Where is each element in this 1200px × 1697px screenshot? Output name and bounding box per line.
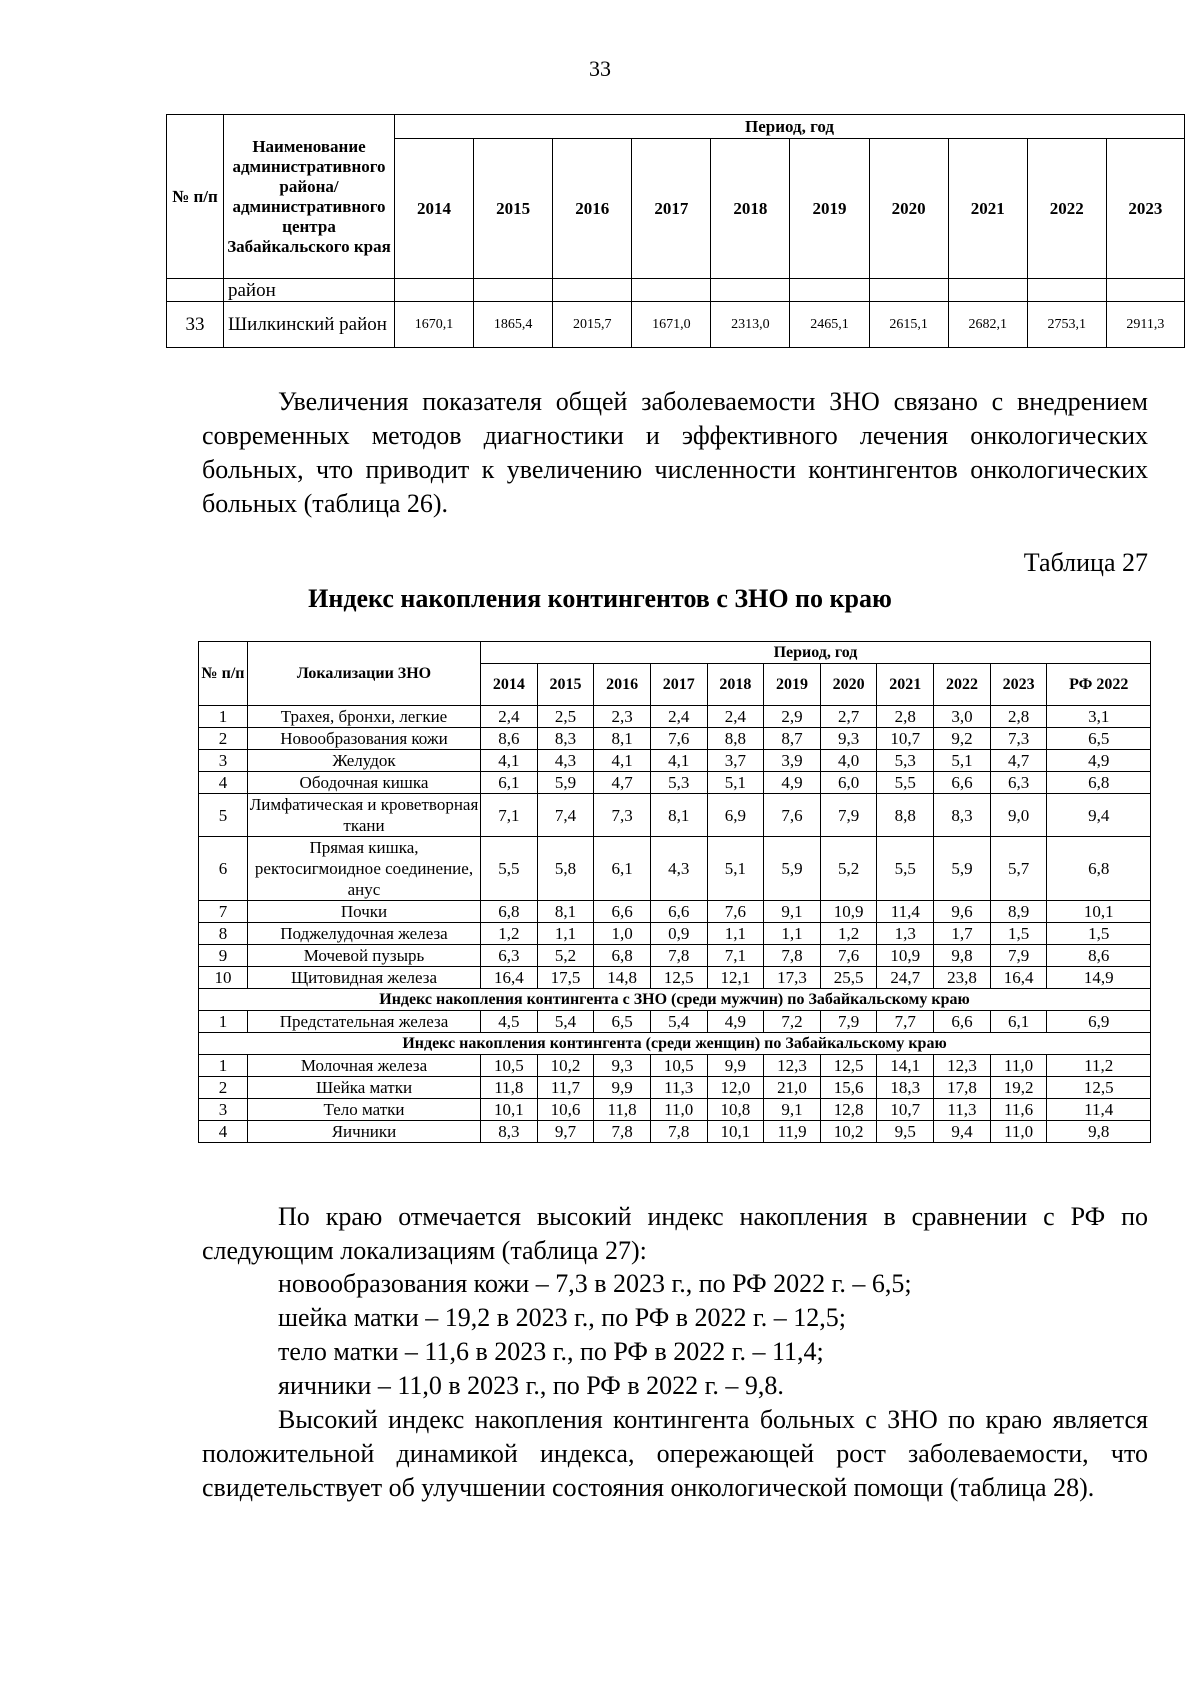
table-cell: 1,1 [537, 923, 594, 945]
table-cell: 1,1 [764, 923, 821, 945]
table-cell: район [224, 279, 395, 302]
table-cell: 10,9 [877, 945, 934, 967]
list-item: шейка матки – 19,2 в 2023 г., по РФ в 2022 г. – 12,5; [278, 1303, 847, 1332]
table-cell [632, 279, 711, 302]
table-cell: 17,3 [764, 967, 821, 989]
table-cell: 7,8 [764, 945, 821, 967]
table-cell: 8,6 [481, 728, 538, 750]
table-cell: 8,3 [934, 794, 991, 837]
accumulation-index-table [198, 641, 1151, 1143]
table-row [199, 794, 1151, 837]
table-cell: 9,9 [594, 1077, 651, 1099]
table-cell: 7,7 [877, 1011, 934, 1033]
table-cell: 12,0 [707, 1077, 764, 1099]
table-cell: Прямая кишка, ректосигмоидное соединение, анус [248, 837, 481, 901]
table-cell: 4,9 [1047, 750, 1151, 772]
table-cell: 1,0 [594, 923, 651, 945]
table-cell: 11,8 [481, 1077, 538, 1099]
table-cell: 16,4 [481, 967, 538, 989]
table-cell: 3,0 [934, 706, 991, 728]
table-cell: 6,6 [934, 1011, 991, 1033]
table-cell: 4,7 [990, 750, 1047, 772]
table-cell: 6,5 [1047, 728, 1151, 750]
paragraph: Высокий индекс накопления контингента больных с ЗНО по краю является положительной динамикой индекса, опережающей рост заболеваемости, что свидетельствует об улучшении состояния онкологической помощи (таблица 28). [202, 1405, 1148, 1502]
table-cell: 8,1 [650, 794, 707, 837]
table-cell: 5,5 [877, 837, 934, 901]
table-cell: 10,5 [650, 1055, 707, 1077]
table-cell: Поджелудочная железа [248, 923, 481, 945]
section-row [199, 989, 1151, 1011]
table-cell: 3,7 [707, 750, 764, 772]
table-cell: 11,8 [594, 1099, 651, 1121]
table-cell: 1,7 [934, 923, 991, 945]
table-cell: Почки [248, 901, 481, 923]
table-cell: 9,0 [990, 794, 1047, 837]
table-cell: 1,5 [990, 923, 1047, 945]
table-cell: 9,7 [537, 1121, 594, 1143]
table-cell: 9,3 [594, 1055, 651, 1077]
table-cell: 4,1 [594, 750, 651, 772]
table-cell [790, 279, 869, 302]
table-cell: 9,4 [1047, 794, 1151, 837]
table-cell: 11,0 [990, 1055, 1047, 1077]
table-cell: 2465,1 [790, 302, 869, 348]
table-cell: 7,9 [820, 794, 877, 837]
table-cell: 5,5 [877, 772, 934, 794]
table-cell: 5,3 [650, 772, 707, 794]
table-cell [948, 279, 1027, 302]
table-cell: 7,6 [650, 728, 707, 750]
table-cell: 8,9 [990, 901, 1047, 923]
column-header-year: 2021 [877, 664, 934, 706]
table-cell: 3 [199, 1099, 248, 1121]
table-row [199, 1099, 1151, 1121]
table-cell: 7,1 [481, 794, 538, 837]
column-header-year: 2016 [594, 664, 651, 706]
table-cell: 4,9 [764, 772, 821, 794]
table-cell: 1,3 [877, 923, 934, 945]
section-row [199, 1033, 1151, 1055]
table-cell: 5,5 [481, 837, 538, 901]
section-heading: Индекс накопления контингента (среди женщин) по Забайкальскому краю [199, 1033, 1151, 1055]
table-cell: 23,8 [934, 967, 991, 989]
table-cell: 4 [199, 1121, 248, 1143]
table-label: Таблица 27 [1023, 548, 1148, 577]
table-row [199, 945, 1151, 967]
table-cell: 10 [199, 967, 248, 989]
table-cell: 9 [199, 945, 248, 967]
table-cell: 8 [199, 923, 248, 945]
column-header-year: 2019 [764, 664, 821, 706]
table-cell: 2,7 [820, 706, 877, 728]
table-row [199, 1121, 1151, 1143]
table-cell [1027, 279, 1106, 302]
column-header-period: Период, год [395, 115, 1185, 139]
table-cell: 3,9 [764, 750, 821, 772]
column-header-year: 2015 [537, 664, 594, 706]
table-cell: 7,8 [650, 945, 707, 967]
table-cell: 2,9 [764, 706, 821, 728]
table-cell: 6,1 [481, 772, 538, 794]
table-cell: 14,1 [877, 1055, 934, 1077]
table-cell: 2615,1 [869, 302, 948, 348]
table-cell: 6,8 [1047, 837, 1151, 901]
table-cell: 9,5 [877, 1121, 934, 1143]
table-cell: 2,8 [877, 706, 934, 728]
table-cell: 5,1 [707, 837, 764, 901]
column-header-year: 2019 [790, 139, 869, 279]
table-cell: Тело матки [248, 1099, 481, 1121]
table-cell: 2682,1 [948, 302, 1027, 348]
table-cell: 1670,1 [395, 302, 474, 348]
table-cell: 8,3 [537, 728, 594, 750]
table-cell: 1 [199, 1055, 248, 1077]
table-cell: 6,5 [594, 1011, 651, 1033]
table-cell: 6,1 [594, 837, 651, 901]
column-header-year: 2017 [632, 139, 711, 279]
table-row [199, 901, 1151, 923]
table-cell: 9,1 [764, 901, 821, 923]
table-cell: 8,1 [537, 901, 594, 923]
table-cell: 7,9 [990, 945, 1047, 967]
table-cell: 8,8 [877, 794, 934, 837]
column-header-year: 2020 [869, 139, 948, 279]
table-cell: 2 [199, 1077, 248, 1099]
table-row [199, 1055, 1151, 1077]
column-header-num: № п/п [199, 642, 248, 706]
column-header-year: 2020 [820, 664, 877, 706]
table-cell: 9,8 [1047, 1121, 1151, 1143]
table-cell: 10,8 [707, 1099, 764, 1121]
table-cell: Ободочная кишка [248, 772, 481, 794]
table-cell: 21,0 [764, 1077, 821, 1099]
table-cell: 7,2 [764, 1011, 821, 1033]
table-cell: 8,3 [481, 1121, 538, 1143]
table-cell: 33 [167, 302, 224, 348]
table-cell: 1,2 [481, 923, 538, 945]
table-cell: 5,9 [537, 772, 594, 794]
column-header-year: 2018 [711, 139, 790, 279]
table-cell: 5,8 [537, 837, 594, 901]
table-cell: 6 [199, 837, 248, 901]
column-header-num: № п/п [167, 115, 224, 279]
table-cell: 9,8 [934, 945, 991, 967]
table-cell: 5,4 [537, 1011, 594, 1033]
table-cell: 2 [199, 728, 248, 750]
table-cell: 6,6 [650, 901, 707, 923]
table-cell: 11,3 [650, 1077, 707, 1099]
table-row [199, 837, 1151, 901]
table-cell: 5,9 [934, 837, 991, 901]
table-cell: 10,1 [481, 1099, 538, 1121]
table-cell: 0,9 [650, 923, 707, 945]
column-header-year: 2023 [990, 664, 1047, 706]
table-cell: 11,0 [990, 1121, 1047, 1143]
list-item: яичники – 11,0 в 2023 г., по РФ в 2022 г. – 9,8. [278, 1371, 784, 1400]
table-cell: 5 [199, 794, 248, 837]
column-header-localization: Локализации ЗНО [248, 642, 481, 706]
table-cell [1106, 279, 1184, 302]
table-cell: 6,9 [707, 794, 764, 837]
column-header-year: 2017 [650, 664, 707, 706]
table-cell: 6,8 [481, 901, 538, 923]
table-cell: 8,1 [594, 728, 651, 750]
table-cell: 8,8 [707, 728, 764, 750]
table-cell: 5,3 [877, 750, 934, 772]
table-cell: 6,6 [594, 901, 651, 923]
table-row [199, 728, 1151, 750]
table-cell: 1865,4 [474, 302, 553, 348]
table-cell: 10,9 [820, 901, 877, 923]
table-cell: 6,3 [481, 945, 538, 967]
table-cell: 8,7 [764, 728, 821, 750]
table-cell: 3,1 [1047, 706, 1151, 728]
table-cell: 1,2 [820, 923, 877, 945]
table-cell [553, 279, 632, 302]
table-cell [711, 279, 790, 302]
table-cell: 2,8 [990, 706, 1047, 728]
table-row [167, 279, 1185, 302]
table-cell: 6,6 [934, 772, 991, 794]
table-cell: 2313,0 [711, 302, 790, 348]
table-cell: 6,0 [820, 772, 877, 794]
table-cell: 10,7 [877, 1099, 934, 1121]
table-cell: 2,4 [481, 706, 538, 728]
table-cell [167, 279, 224, 302]
table-cell: 12,5 [650, 967, 707, 989]
table-cell: 6,8 [1047, 772, 1151, 794]
table-row [199, 967, 1151, 989]
table-cell: 5,9 [764, 837, 821, 901]
column-header-year: 2021 [948, 139, 1027, 279]
table-row [199, 1011, 1151, 1033]
column-header-year: 2014 [395, 139, 474, 279]
table-cell: Шейка матки [248, 1077, 481, 1099]
table-cell: 24,7 [877, 967, 934, 989]
table-cell: 2911,3 [1106, 302, 1184, 348]
table-cell: 11,4 [877, 901, 934, 923]
table-cell: 2,5 [537, 706, 594, 728]
table-cell: 9,4 [934, 1121, 991, 1143]
table-cell: 14,8 [594, 967, 651, 989]
table-cell [869, 279, 948, 302]
list-item: новообразования кожи – 7,3 в 2023 г., по РФ 2022 г. – 6,5; [278, 1269, 912, 1298]
table-cell: Лимфатическая и кроветворная ткани [248, 794, 481, 837]
table-cell: 11,3 [934, 1099, 991, 1121]
table-cell: 5,7 [990, 837, 1047, 901]
table-cell: 8,6 [1047, 945, 1151, 967]
table-cell: 12,3 [934, 1055, 991, 1077]
table-cell: 25,5 [820, 967, 877, 989]
table-cell: 19,2 [990, 1077, 1047, 1099]
column-header-year: 2016 [553, 139, 632, 279]
table-cell: 10,5 [481, 1055, 538, 1077]
table-cell: 11,4 [1047, 1099, 1151, 1121]
table-cell: 18,3 [877, 1077, 934, 1099]
table-cell: Щитовидная железа [248, 967, 481, 989]
column-header-year: 2014 [481, 664, 538, 706]
table-cell: 5,2 [537, 945, 594, 967]
list-item: тело матки – 11,6 в 2023 г., по РФ в 2022 г. – 11,4; [278, 1337, 824, 1366]
table-row [199, 750, 1151, 772]
table-cell [474, 279, 553, 302]
table-cell: 1,1 [707, 923, 764, 945]
table-cell: Молочная железа [248, 1055, 481, 1077]
table-cell: 17,5 [537, 967, 594, 989]
table-cell: 1 [199, 706, 248, 728]
column-header-year: 2022 [934, 664, 991, 706]
table-title: Индекс накопления контингентов с ЗНО по краю [308, 584, 892, 613]
table-cell: 2,4 [650, 706, 707, 728]
section-heading: Индекс накопления контингента с ЗНО (среди мужчин) по Забайкальскому краю [199, 989, 1151, 1011]
table-cell: 12,1 [707, 967, 764, 989]
table-cell: 4,9 [707, 1011, 764, 1033]
table-cell: 7,3 [990, 728, 1047, 750]
table-cell: 11,9 [764, 1121, 821, 1143]
table-cell: 6,9 [1047, 1011, 1151, 1033]
table-cell: 5,4 [650, 1011, 707, 1033]
table-cell: 7,9 [820, 1011, 877, 1033]
table-row [199, 1077, 1151, 1099]
paragraph: По краю отмечается высокий индекс накопления в сравнении с РФ по следующим локализациям (таблица 27): [202, 1202, 1148, 1265]
table-cell: 11,7 [537, 1077, 594, 1099]
table-cell: 1,5 [1047, 923, 1151, 945]
paragraph: Увеличения показателя общей заболеваемости ЗНО связано с внедрением современных методов диагностики и эффективного лечения онкологических больных, что приводит к увеличению численности контингентов онкологических больных (таблица 26). [202, 387, 1148, 518]
table-cell: Желудок [248, 750, 481, 772]
table-cell: 7,8 [650, 1121, 707, 1143]
table-cell: 12,5 [820, 1055, 877, 1077]
page-number: 33 [589, 56, 611, 81]
table-cell: 10,1 [707, 1121, 764, 1143]
table-row [167, 302, 1185, 348]
table-cell: 4,3 [537, 750, 594, 772]
column-header-year: 2015 [474, 139, 553, 279]
column-header-year: 2018 [707, 664, 764, 706]
table-cell: 7,6 [764, 794, 821, 837]
table-cell: 16,4 [990, 967, 1047, 989]
table-row [199, 923, 1151, 945]
table-cell: 9,9 [707, 1055, 764, 1077]
table-cell: 4,1 [481, 750, 538, 772]
table-cell: Новообразования кожи [248, 728, 481, 750]
table-cell: 10,1 [1047, 901, 1151, 923]
table-cell: 7,1 [707, 945, 764, 967]
table-cell: 12,3 [764, 1055, 821, 1077]
table-cell [395, 279, 474, 302]
table-cell: 4,3 [650, 837, 707, 901]
table-cell: 1671,0 [632, 302, 711, 348]
column-header-name: Наименование административного района/ административного центра Забайкальского края [224, 115, 395, 279]
table-cell: 10,2 [537, 1055, 594, 1077]
table-cell: 9,6 [934, 901, 991, 923]
table-cell: 5,1 [934, 750, 991, 772]
column-header-year: 2023 [1106, 139, 1184, 279]
table-cell: 5,1 [707, 772, 764, 794]
table-cell: 7,6 [707, 901, 764, 923]
table-cell: 4 [199, 772, 248, 794]
table-cell: 14,9 [1047, 967, 1151, 989]
table-cell: 1 [199, 1011, 248, 1033]
table-cell: 2753,1 [1027, 302, 1106, 348]
table-cell: 7,6 [820, 945, 877, 967]
table-cell: 4,7 [594, 772, 651, 794]
table-row [199, 772, 1151, 794]
table-cell: 10,6 [537, 1099, 594, 1121]
table-cell: 15,6 [820, 1077, 877, 1099]
table-cell: Предстательная железа [248, 1011, 481, 1033]
district-table [166, 114, 1185, 348]
table-cell: 4,5 [481, 1011, 538, 1033]
table-cell: 7,8 [594, 1121, 651, 1143]
table-cell: 6,1 [990, 1011, 1047, 1033]
column-header-year: 2022 [1027, 139, 1106, 279]
table-cell: 3 [199, 750, 248, 772]
table-cell: 11,0 [650, 1099, 707, 1121]
table-cell: 2,4 [707, 706, 764, 728]
table-cell: 9,2 [934, 728, 991, 750]
table-cell: Шилкинский район [224, 302, 395, 348]
table-cell: Яичники [248, 1121, 481, 1143]
table-cell: 5,2 [820, 837, 877, 901]
table-cell: 7,3 [594, 794, 651, 837]
table-cell: 4,0 [820, 750, 877, 772]
table-cell: Трахея, бронхи, легкие [248, 706, 481, 728]
table-cell: 9,3 [820, 728, 877, 750]
column-header-rf: РФ 2022 [1047, 664, 1151, 706]
table-cell: 11,6 [990, 1099, 1047, 1121]
table-cell: 10,7 [877, 728, 934, 750]
table-cell: 2015,7 [553, 302, 632, 348]
column-header-period: Период, год [481, 642, 1151, 664]
table-cell: 7,4 [537, 794, 594, 837]
table-cell: 9,1 [764, 1099, 821, 1121]
table-cell: 17,8 [934, 1077, 991, 1099]
table-cell: 6,3 [990, 772, 1047, 794]
table-cell: 12,5 [1047, 1077, 1151, 1099]
table-cell: 6,8 [594, 945, 651, 967]
table-cell: 7 [199, 901, 248, 923]
table-cell: 11,2 [1047, 1055, 1151, 1077]
table-row [199, 706, 1151, 728]
table-cell: 2,3 [594, 706, 651, 728]
table-cell: 12,8 [820, 1099, 877, 1121]
table-cell: Мочевой пузырь [248, 945, 481, 967]
table-cell: 10,2 [820, 1121, 877, 1143]
table-cell: 4,1 [650, 750, 707, 772]
